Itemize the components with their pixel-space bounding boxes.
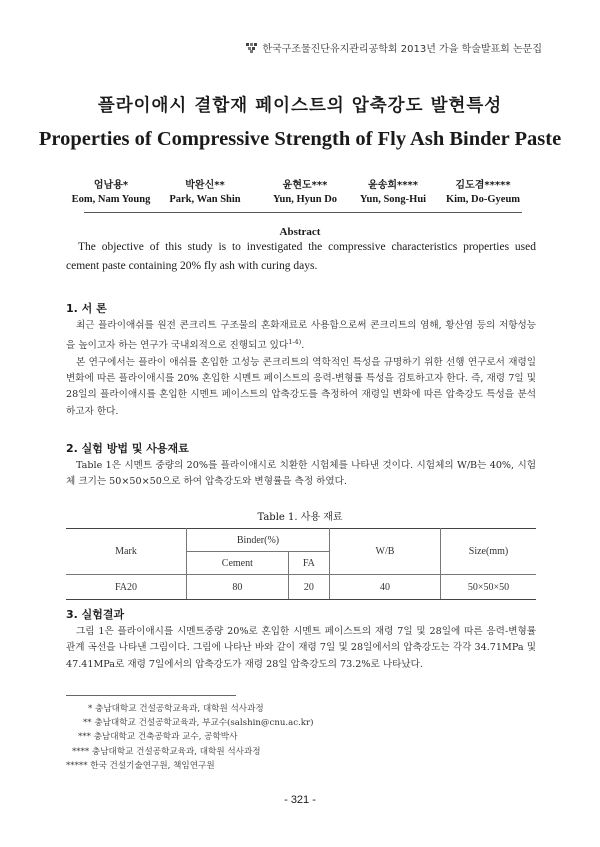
table-caption: Table 1. 사용 재료: [257, 512, 343, 523]
header-wb: W/B: [330, 529, 441, 575]
section-heading-introduction: 1. 서 론: [66, 302, 107, 315]
cell-wb: 40: [330, 575, 441, 600]
paper-title-english: Properties of Compressive Strength of Fly Ash Binder Paste: [38, 128, 562, 150]
author-name-korean: 윤송희****: [368, 180, 418, 191]
author-divider: [84, 212, 522, 213]
author-name-english: Eom, Nam Young: [71, 194, 151, 205]
header-mark: Mark: [66, 529, 187, 575]
paragraph: 그림 1은 플라이애시를 시멘트중량 20%로 혼입한 시멘트 페이스트의 재령 7일 및 28일에 따른 응력-변형률 관계 곡선을 나타낸 그림이다. 그림에 나타난 바와 같이 재령 7일 및 28일에서의 압축강도는 각각 34.71MPa 및 47.41MPa로 재령 7일에서의 압축강도가 재령 28일 압축강도의 73.2%로 나타났다.: [66, 626, 536, 670]
paragraph: 본 연구에서는 플라이 애쉬를 혼입한 고성능 콘크리트의 역학적인 특성을 규명하기 위한 선행 연구로서 재령일변화에 따른 플라이애시를 20% 혼입한 시멘트 페이스트의 응력-변형률 특성을 검토하고자 한다. 즉, 재령 7일 및 28일의 플라이애시를 혼입한 시멘트 페이스트의 압축강도를 측정하여 재령일 변화에 따른 압축강도 특성을 분석하고자 한다.: [66, 356, 536, 417]
journal-logo-icon: [246, 43, 258, 53]
footnote-divider: [66, 695, 236, 696]
header-size: Size(mm): [441, 529, 537, 575]
author-name-english: Yun, Hyun Do: [272, 194, 338, 205]
footnote: * 충남대학교 건설공학교육과, 대학원 석사과정: [88, 704, 264, 714]
introduction-body: [66, 318, 536, 420]
author-name-english: Yun, Song-Hui: [359, 194, 427, 205]
journal-header: [246, 40, 542, 55]
footnote: *** 충남대학교 건축공학과 교수, 공학박사: [78, 732, 238, 743]
table-row: [66, 575, 536, 600]
materials-table: [66, 528, 536, 600]
footnote: ***** 한국 건설기술연구원, 책임연구원: [66, 760, 215, 771]
footnotes: [66, 702, 536, 773]
method-body: [66, 458, 536, 491]
author-name-korean: 박완신**: [185, 180, 225, 191]
author-name-korean: 엄남용*: [93, 180, 129, 191]
footnote: **** 충남대학교 건설공학교육과, 대학원 석사과정: [72, 746, 261, 757]
header-binder: Binder(%): [187, 529, 330, 552]
author-name-english: Park, Wan Shin: [169, 194, 241, 205]
footnote: ** 충남대학교 건설공학교육과, 부교수(salshin@cnu.ac.kr): [83, 718, 314, 729]
author-2: [150, 176, 260, 205]
page-number: - 321 -: [284, 794, 316, 806]
table-header-row: [66, 529, 536, 552]
author-name-korean: 김도겸*****: [455, 180, 511, 191]
journal-title: 한국구조물진단유지관리공학회 2013년 가을 학술발표회 논문집: [262, 44, 542, 55]
abstract-text: The objective of this study is to investigated the compressive characteristics properties used cement paste containing 20% fly ash with curing days.: [66, 241, 536, 272]
cell-mark: FA20: [66, 575, 187, 600]
paragraph: Table 1은 시멘트 중량의 20%를 플라이애시로 치환한 시험체를 나타낸 것이다. 시험체의 W/B는 40%, 시험체 크기는 50×50×50으로 하여 압축강도와 변형률을 측정 하였다.: [66, 460, 536, 488]
author-5: [428, 176, 538, 205]
author-name-korean: 윤현도***: [282, 180, 328, 191]
paragraph: 최근 플라이애쉬를 원전 콘크리트 구조물의 혼화재료로 사용함으로써 콘크리트의 염해, 황산염 등의 저항성능을 높이고자 하는 연구가 국내외적으로 진행되고 있다$^{1-4)}$.: [66, 320, 536, 352]
abstract-heading: Abstract: [279, 226, 321, 238]
header-fa: FA: [288, 552, 329, 575]
reference-marker: 1-4): [288, 338, 302, 347]
paper-title-korean: 플라이애시 결합재 페이스트의 압축강도 발현특성: [97, 96, 503, 116]
section-heading-method: 2. 실험 방법 및 사용재료: [66, 442, 189, 455]
cell-cement: 80: [187, 575, 289, 600]
cell-size: 50×50×50: [441, 575, 537, 600]
cell-fa: 20: [288, 575, 329, 600]
author-name-english: Kim, Do-Gyeum: [445, 194, 521, 205]
section-heading-results: 3. 실험결과: [66, 608, 125, 621]
header-cement: Cement: [187, 552, 289, 575]
results-body: [66, 624, 536, 673]
